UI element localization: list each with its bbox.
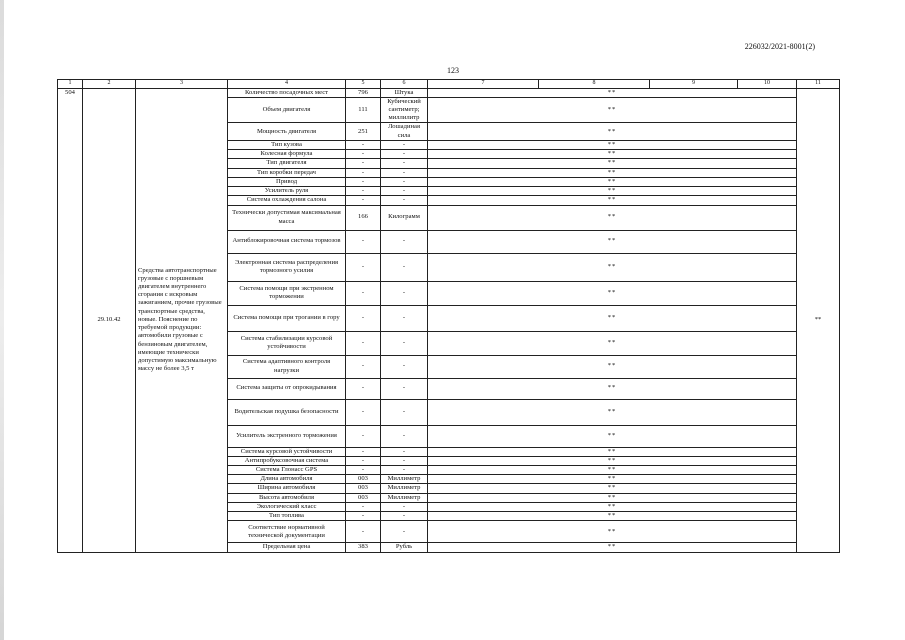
okei-code: 111	[346, 97, 381, 123]
column-number: 8	[539, 80, 650, 89]
characteristic-value: **	[428, 543, 797, 552]
characteristic-value: **	[428, 168, 797, 177]
unit-name: Кубический сантиметр; миллилитр	[381, 97, 428, 123]
characteristic-name: Предельная цена	[228, 543, 346, 552]
characteristic-name: Усилитель руля	[228, 187, 346, 196]
characteristic-name: Система защиты от опрокидывания	[228, 378, 346, 399]
characteristic-value: **	[428, 281, 797, 305]
unit-name: -	[381, 447, 428, 456]
characteristic-value: **	[428, 502, 797, 511]
characteristic-value: **	[428, 355, 797, 378]
scan-edge	[0, 0, 4, 640]
characteristic-value: **	[428, 425, 797, 447]
okei-code: -	[346, 187, 381, 196]
characteristic-name: Водительская подушка безопасности	[228, 399, 346, 425]
unit-name: -	[381, 159, 428, 168]
okei-code: -	[346, 177, 381, 186]
unit-name: Килограмм	[381, 205, 428, 230]
okei-code: -	[346, 466, 381, 475]
characteristic-value: **	[428, 399, 797, 425]
characteristic-name: Электронная система распределения тормозного усилия	[228, 253, 346, 281]
characteristic-name: Система помощи при экстренном торможении	[228, 281, 346, 305]
characteristic-name: Антипробуксовочная система	[228, 456, 346, 465]
okei-code: 251	[346, 123, 381, 140]
okei-code: -	[346, 150, 381, 159]
column-number: 9	[650, 80, 738, 89]
unit-name: -	[381, 355, 428, 378]
unit-name: Миллиметр	[381, 484, 428, 493]
characteristic-name: Система стабилизации курсовой устойчивости	[228, 331, 346, 355]
okei-code: -	[346, 281, 381, 305]
characteristic-name: Высота автомобиля	[228, 493, 346, 502]
unit-name: -	[381, 177, 428, 186]
unit-name: -	[381, 456, 428, 465]
unit-name: Рубль	[381, 543, 428, 552]
characteristic-value: **	[428, 159, 797, 168]
characteristic-name: Система адаптивного контроля нагрузки	[228, 355, 346, 378]
unit-name: -	[381, 168, 428, 177]
unit-name: -	[381, 502, 428, 511]
characteristic-name: Усилитель экстренного торможения	[228, 425, 346, 447]
characteristic-value: **	[428, 177, 797, 186]
okei-code: -	[346, 521, 381, 543]
unit-name: -	[381, 150, 428, 159]
okei-code: -	[346, 168, 381, 177]
characteristic-name: Привод	[228, 177, 346, 186]
okei-code: 166	[346, 205, 381, 230]
unit-name: -	[381, 425, 428, 447]
characteristic-value: **	[428, 378, 797, 399]
characteristic-value: **	[428, 230, 797, 253]
characteristic-value: **	[428, 97, 797, 123]
characteristic-name: Соответствие нормативной технической документации	[228, 521, 346, 543]
characteristic-value: **	[428, 484, 797, 493]
unit-name: -	[381, 305, 428, 331]
column-11-value: **	[797, 88, 840, 552]
characteristic-value: **	[428, 475, 797, 484]
row-index: 504	[58, 88, 83, 552]
characteristic-name: Система курсовой устойчивости	[228, 447, 346, 456]
characteristic-value: **	[428, 447, 797, 456]
characteristic-name: Колесная формула	[228, 150, 346, 159]
unit-name: Миллиметр	[381, 475, 428, 484]
column-number: 6	[381, 80, 428, 89]
characteristic-name: Тип топлива	[228, 512, 346, 521]
okei-code: -	[346, 230, 381, 253]
okei-code: -	[346, 447, 381, 456]
column-number-row	[58, 80, 840, 89]
document-number: 226032/2021-8001(2)	[744, 42, 815, 51]
characteristic-name: Количество посадочных мест	[228, 88, 346, 97]
characteristic-name: Объем двигателя	[228, 97, 346, 123]
characteristic-row	[58, 88, 840, 97]
unit-name: -	[381, 378, 428, 399]
okei-code: -	[346, 140, 381, 149]
okei-code: -	[346, 253, 381, 281]
okei-code: -	[346, 425, 381, 447]
unit-name: -	[381, 521, 428, 543]
column-number: 4	[228, 80, 346, 89]
characteristic-value: **	[428, 140, 797, 149]
okei-code: 383	[346, 543, 381, 552]
characteristic-name: Тип двигателя	[228, 159, 346, 168]
characteristic-name: Ширина автомобиля	[228, 484, 346, 493]
column-number: 10	[738, 80, 797, 89]
characteristic-value: **	[428, 456, 797, 465]
okei-code: -	[346, 355, 381, 378]
characteristic-value: **	[428, 466, 797, 475]
characteristic-name: Тип коробки передач	[228, 168, 346, 177]
unit-name: -	[381, 187, 428, 196]
unit-name: -	[381, 399, 428, 425]
column-number: 11	[797, 80, 840, 89]
okei-code: 796	[346, 88, 381, 97]
okei-code: -	[346, 159, 381, 168]
okei-code: -	[346, 399, 381, 425]
characteristic-name: Система Глонасс GPS	[228, 466, 346, 475]
okei-code: 003	[346, 475, 381, 484]
okei-code: -	[346, 331, 381, 355]
characteristic-value: **	[428, 512, 797, 521]
characteristic-value: **	[428, 196, 797, 205]
procurement-table	[57, 79, 840, 553]
okei-code: -	[346, 456, 381, 465]
characteristic-value: **	[428, 521, 797, 543]
characteristic-name: Антиблокировочная система тормозов	[228, 230, 346, 253]
characteristic-name: Система охлаждения салона	[228, 196, 346, 205]
okpd-code: 29.10.42	[83, 88, 136, 552]
characteristic-value: **	[428, 123, 797, 140]
okei-code: 003	[346, 493, 381, 502]
characteristic-name: Мощность двигателя	[228, 123, 346, 140]
characteristic-value: **	[428, 305, 797, 331]
characteristic-name: Тип кузова	[228, 140, 346, 149]
product-description: Средства автотранспортные грузовые с поршневым двигателем внутреннего сгорания с искровым зажиганием, прочие грузовые транспортные средства, новые. Пояснение по требуемой продукции: автомобили грузовые с бензиновым двигателем, имеющие технически допустимую максимальную массу не более 3,5 т	[136, 88, 228, 552]
column-number: 3	[136, 80, 228, 89]
unit-name: -	[381, 512, 428, 521]
okei-code: 003	[346, 484, 381, 493]
characteristic-name: Длина автомобиля	[228, 475, 346, 484]
characteristic-name: Технически допустимая максимальная масса	[228, 205, 346, 230]
characteristic-value: **	[428, 88, 797, 97]
okei-code: -	[346, 512, 381, 521]
column-number: 5	[346, 80, 381, 89]
column-number: 1	[58, 80, 83, 89]
okei-code: -	[346, 502, 381, 511]
okei-code: -	[346, 378, 381, 399]
unit-name: Лошадиная сила	[381, 123, 428, 140]
unit-name: -	[381, 253, 428, 281]
characteristic-name: Система помощи при трогании в гору	[228, 305, 346, 331]
column-number: 7	[428, 80, 539, 89]
characteristic-value: **	[428, 187, 797, 196]
okei-code: -	[346, 305, 381, 331]
characteristic-value: **	[428, 205, 797, 230]
column-number: 2	[83, 80, 136, 89]
characteristic-value: **	[428, 331, 797, 355]
unit-name: Миллиметр	[381, 493, 428, 502]
unit-name: -	[381, 196, 428, 205]
unit-name: -	[381, 281, 428, 305]
page-number: 123	[447, 66, 459, 75]
unit-name: Штука	[381, 88, 428, 97]
characteristic-value: **	[428, 493, 797, 502]
characteristic-value: **	[428, 150, 797, 159]
unit-name: -	[381, 331, 428, 355]
unit-name: -	[381, 466, 428, 475]
characteristic-value: **	[428, 253, 797, 281]
okei-code: -	[346, 196, 381, 205]
unit-name: -	[381, 140, 428, 149]
characteristic-name: Экологический класс	[228, 502, 346, 511]
unit-name: -	[381, 230, 428, 253]
